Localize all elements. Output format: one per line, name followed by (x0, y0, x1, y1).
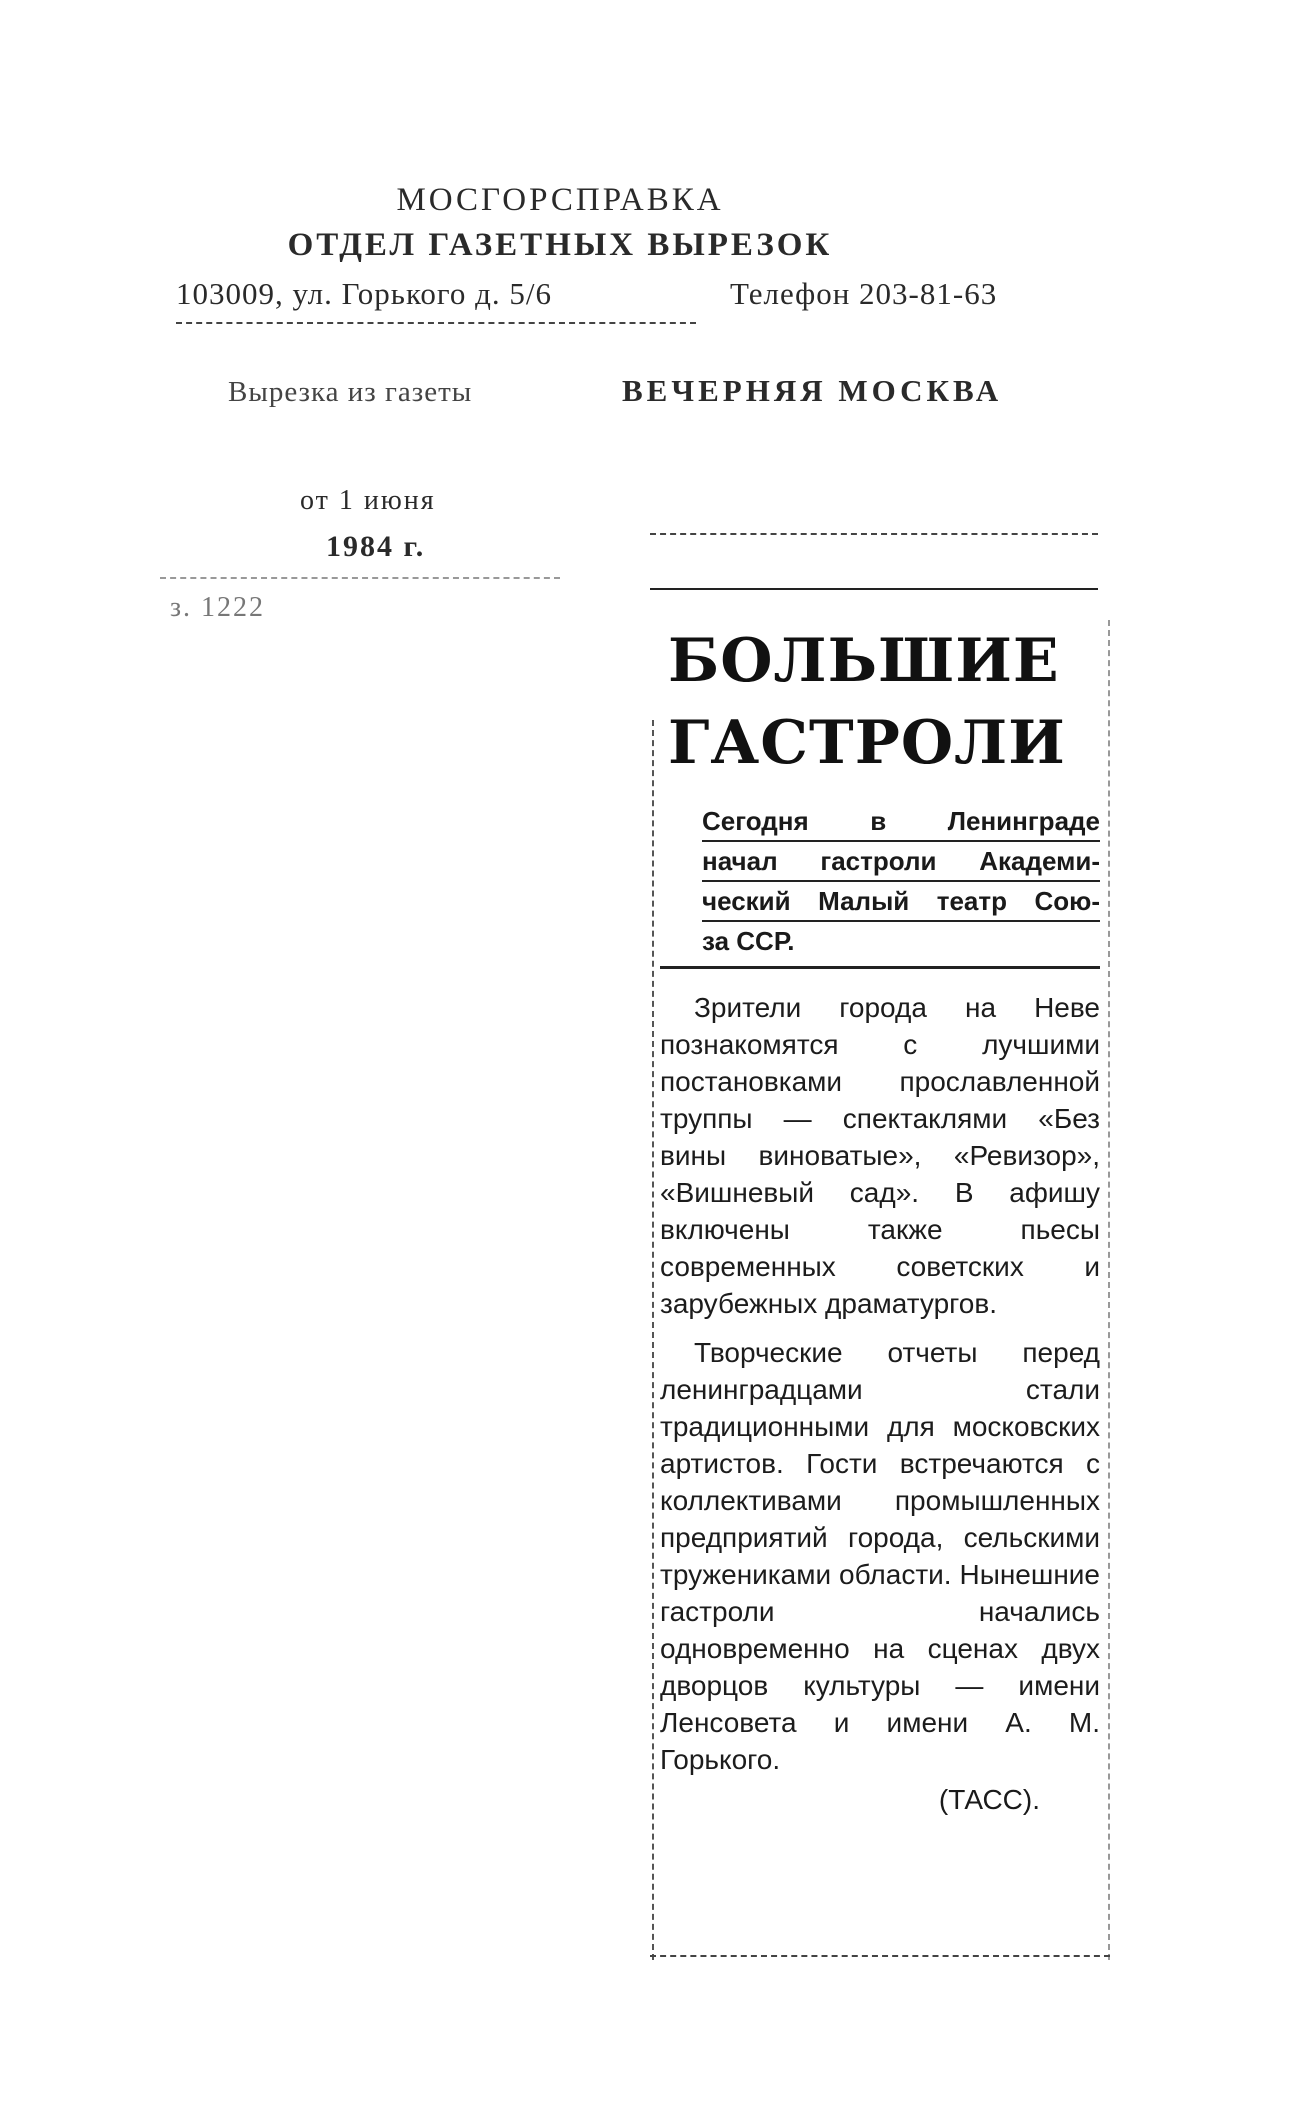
clipping-label: Вырезка из газеты (228, 376, 473, 408)
agency-name: МОСГОРСПРАВКА (396, 182, 724, 218)
article-paragraph-1: Зрители города на Неве познакомятся с лучшими постановками прославленной труппы — спектаклями «Без вины виноватые», «Ревизор», «Вишневый сад». В афишу включены также пьесы современных советских и зарубежных драматургов. (660, 992, 1100, 1319)
article-top-rule (650, 588, 1098, 590)
article-source: (ТАСС). (938, 1784, 1040, 1815)
article-left-border (652, 720, 654, 1960)
clipping-year: 1984 г. (326, 530, 426, 563)
article-top-dashed-rule (650, 533, 1098, 535)
date-divider (160, 577, 560, 579)
department-name: ОТДЕЛ ГАЗЕТНЫХ ВЫРЕЗОК (287, 227, 833, 263)
lead-line: за ССР. (702, 926, 795, 956)
article-bottom-rule (650, 1955, 1110, 1957)
clipping-date: от 1 июня (300, 485, 436, 516)
article-right-border (1108, 620, 1110, 1960)
address-divider (176, 322, 696, 324)
agency-address: 103009, ул. Горького д. 5/6 (176, 276, 553, 311)
order-number: з. 1222 (170, 592, 266, 623)
lead-line: начал гастроли Академи- (702, 842, 1100, 882)
article-lead (660, 802, 1100, 969)
lead-line: Сегодня в Ленинграде (702, 802, 1100, 842)
news-article (660, 620, 1100, 1816)
newspaper-name: ВЕЧЕРНЯЯ МОСКВА (622, 373, 1003, 408)
article-paragraph-2: Творческие отчеты перед ленинградцами стали традиционными для московских артистов. Гости встречаются с коллективами промышленных предприятий города, сельскими тружениками области. Нынешние гастроли начались одновременно на сценах двух дворцов культуры — имени Ленсовета и имени А. М. Горького. (660, 1337, 1100, 1775)
lead-line: ческий Малый театр Сою- (702, 882, 1100, 922)
article-headline: БОЛЬШИЕ ГАСТРОЛИ (668, 626, 1066, 778)
agency-phone: Телефон 203-81-63 (730, 276, 998, 311)
